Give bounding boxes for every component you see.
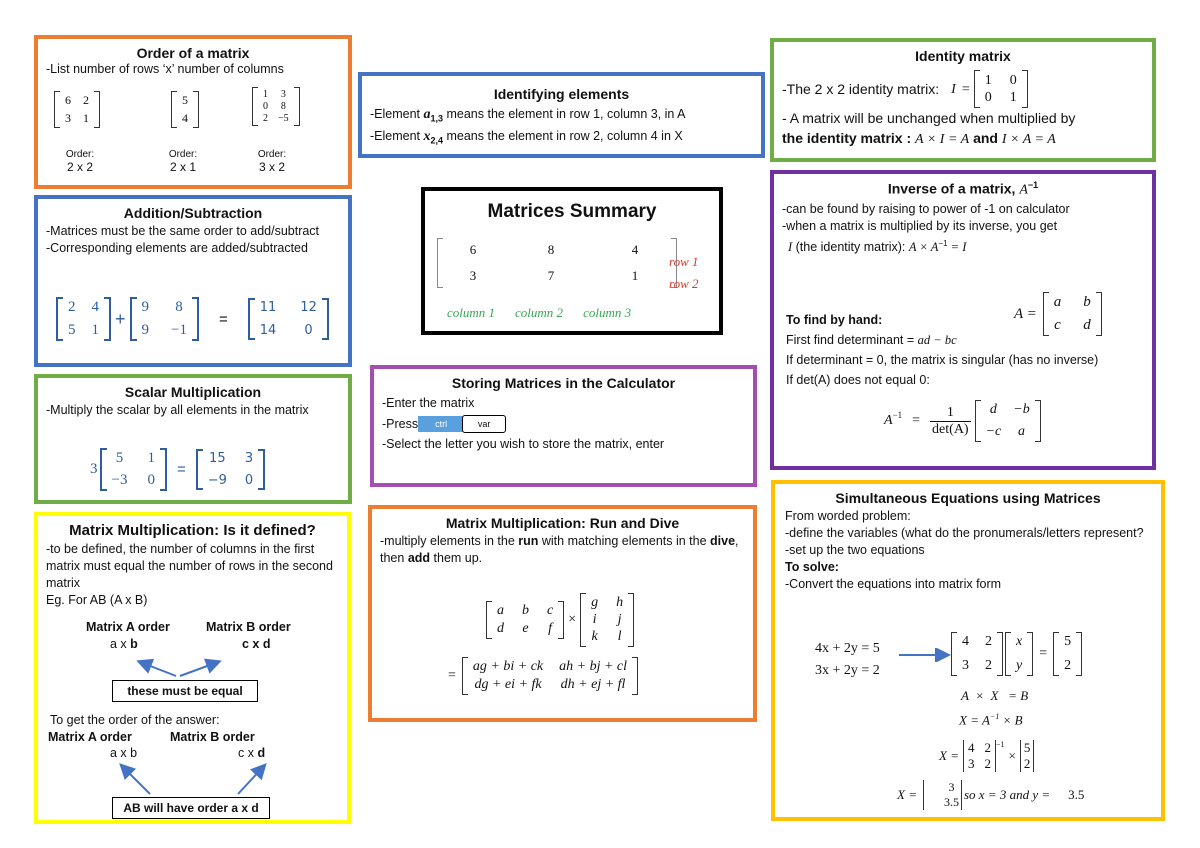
storing-line-1: -Enter the matrix xyxy=(382,396,475,410)
inverse-matrix-panel xyxy=(770,170,1156,470)
addition-line-2: -Corresponding elements are added/subtracted xyxy=(46,241,308,255)
panel-title: Identifying elements xyxy=(493,86,630,102)
arrow-left xyxy=(140,662,176,676)
matrix-cell: f xyxy=(548,621,553,636)
scalar-value: 3 xyxy=(90,461,98,477)
matrix-cell: dh + ej + fl xyxy=(560,677,626,692)
matrix-b-order-label: Matrix B order xyxy=(206,620,291,634)
matrix-cell: 2 xyxy=(83,93,89,107)
identifying-line-1: -Element $a_{1,3}$ means the element in row 1, column 3, in A xyxy=(370,107,686,124)
addition-subtraction-panel xyxy=(34,195,352,367)
matrix-cell: h xyxy=(616,595,624,610)
order-example-2 xyxy=(171,91,199,128)
determinant-line: First find determinant = ad − bc xyxy=(786,333,957,347)
matrix-a-definition: A = a b c d xyxy=(1014,292,1102,336)
matrix-cell: ag + bi + ck xyxy=(472,659,544,674)
matrix-cell: d xyxy=(989,402,997,417)
matrix-cell: 1 xyxy=(91,322,99,338)
matrix-cell: k xyxy=(591,629,598,644)
matrix-cell: a xyxy=(497,603,504,618)
scalar-line-1: -Multiply the scalar by all elements in the matrix xyxy=(46,403,309,417)
equation-2: 3x + 2y = 2 xyxy=(815,663,880,678)
by-hand-heading: To find by hand: xyxy=(786,313,883,327)
step-1: A × X = B xyxy=(961,688,1029,703)
matrix-cell: 9 xyxy=(141,299,150,315)
order-of-matrix-panel xyxy=(34,35,352,189)
matrix-cell: dg + ei + fk xyxy=(474,677,542,692)
order-example-1 xyxy=(54,91,100,128)
matrix-cell: i xyxy=(592,612,597,627)
matrix-a-order-2: a x b xyxy=(110,746,138,760)
matrix-cell: 5 xyxy=(115,450,124,466)
column-label: column 2 xyxy=(515,305,564,320)
summary-matrix xyxy=(437,238,677,288)
matrix-cell: 0 xyxy=(263,101,268,112)
step-4: X = 3 3.5 so x = 3 and y = 3.5 xyxy=(897,780,1085,809)
matrix-cell: a xyxy=(1053,294,1062,310)
equal-box: these must be equal xyxy=(112,680,258,702)
matrix-cell: b xyxy=(522,603,529,618)
matrix-a-order-label-2: Matrix A order xyxy=(48,730,132,744)
matrix-cell: 4 xyxy=(631,242,639,257)
matrix-cell: e xyxy=(522,621,529,636)
matrix-cell: 1 xyxy=(984,73,992,88)
identity-matrix-panel xyxy=(770,38,1156,162)
row-label: row 2 xyxy=(669,276,699,291)
matrix-b-order-2: c x d xyxy=(238,746,266,760)
matrix-b-order: c x d xyxy=(242,637,271,651)
arrow-right xyxy=(180,662,218,676)
step-3: X = 4 2 3 2 $^{-1}$ × 5 2 xyxy=(939,740,1034,772)
equation-1: 4x + 2y = 5 xyxy=(815,641,880,656)
var-key: var xyxy=(462,415,506,433)
arrow-left-2 xyxy=(122,766,150,794)
storing-line-2: -Press ctrl var xyxy=(374,415,753,433)
sim-line-1: From worded problem: xyxy=(785,509,911,523)
identity-line-2: - A matrix will be unchanged when multiplied by xyxy=(782,110,1076,126)
inverse-line-3: I (the identity matrix): $A \times A^{-1} = I$ xyxy=(788,238,967,254)
matrix-cell: 2 xyxy=(1023,756,1031,771)
matrix-cell: 8 xyxy=(280,101,286,112)
matrix-cell: 0 xyxy=(147,472,155,488)
sim-line-5: -Convert the equations into matrix form xyxy=(785,577,1002,591)
matrix-cell: 3 xyxy=(948,780,955,794)
matrix-cell: 3 xyxy=(469,268,477,283)
matrix-cell: a xyxy=(1017,424,1025,439)
defined-example: Eg. For AB (A x B) xyxy=(46,593,148,607)
row-labels xyxy=(669,251,699,295)
order-label-2: Order: 2 x 1 xyxy=(168,149,198,174)
matrix-cell: −b xyxy=(1013,402,1030,417)
panel-title: Identity matrix xyxy=(915,48,1011,64)
matrix-cell: −1 xyxy=(171,322,187,338)
identity-line-3: the identity matrix : A × I = A and I × A = A xyxy=(782,130,1056,147)
matrix-cell: 1 xyxy=(263,89,268,100)
matrix-cell: 8 xyxy=(175,299,183,315)
step-2: $X = A^{-1} \times B$ xyxy=(959,712,1023,728)
matrix-cell: y xyxy=(1016,658,1023,673)
matrix-cell: 0 xyxy=(984,90,992,105)
storing-line-3: -Select the letter you wish to store the matrix, enter xyxy=(382,437,665,451)
arrow-right-2 xyxy=(238,766,264,794)
matrix-cell: −c xyxy=(985,424,1002,439)
panel-text: -List number of rows ‘x’ number of columns xyxy=(46,62,284,76)
matrix-cell: 3.5 xyxy=(943,795,959,809)
panel-title: Addition/Subtraction xyxy=(123,205,263,221)
defined-line-1: -to be defined, the number of columns in the first matrix must equal the number of rows in the second matrix xyxy=(46,542,333,590)
ctrl-key: ctrl xyxy=(418,416,464,432)
column-label: column 3 xyxy=(583,305,632,320)
run-dive-result: = ag + bi + ck ah + bj + cl dg + ei + fk dh + ej + fl xyxy=(448,657,638,695)
matrix-cell: 3 xyxy=(967,756,975,771)
matrix-a-order: a x b xyxy=(110,637,138,651)
order-example-3 xyxy=(252,87,300,126)
matrix-cell: l xyxy=(617,629,622,644)
storing-matrices-panel xyxy=(370,365,757,487)
matrix-cell: 15 xyxy=(209,451,226,466)
matrix-cell: −9 xyxy=(207,473,227,488)
matrix-cell: 0 xyxy=(244,473,254,488)
singular-line: If determinant = 0, the matrix is singular (has no inverse) xyxy=(786,353,1099,367)
scalar-multiplication-panel xyxy=(34,374,352,504)
identifying-elements-panel xyxy=(358,72,765,158)
addition-line-1: -Matrices must be the same order to add/subtract xyxy=(46,224,320,238)
matrix-cell: 1 xyxy=(1009,90,1017,105)
summary-title: Matrices Summary xyxy=(487,201,657,222)
matrix-cell: 2 xyxy=(263,113,268,124)
matrix-cell: d xyxy=(1083,317,1091,333)
matrix-cell: 9 xyxy=(141,322,150,338)
column-label: column 1 xyxy=(447,305,496,320)
scalar-example xyxy=(90,448,265,491)
answer-line: To get the order of the answer: xyxy=(50,713,220,727)
matrix-cell: 2 xyxy=(985,658,992,673)
matrix-cell: x xyxy=(1016,634,1023,649)
matrix-cell: 3 xyxy=(280,89,286,100)
equations xyxy=(815,638,880,682)
matrix-b-order-label-2: Matrix B order xyxy=(170,730,255,744)
matrix-cell: 2 xyxy=(68,299,76,315)
matrix-cell: 1 xyxy=(147,450,155,466)
matrix-cell: ah + bj + cl xyxy=(559,659,628,674)
matrix-cell: 2 xyxy=(984,740,991,755)
matrix-equation: 4 2 3 2 x y = 5 2 xyxy=(951,632,1082,676)
matrix-cell: 1 xyxy=(83,111,89,125)
addition-example xyxy=(56,297,329,341)
arrow-right-icon xyxy=(895,648,955,662)
matrix-cell: 11 xyxy=(259,300,277,315)
plus-sign: + xyxy=(115,308,126,329)
matrix-cell: 2 xyxy=(1064,658,1072,673)
matrices-summary-panel xyxy=(421,187,723,335)
panel-title: Inverse of a matrix, $A^{-1}$ xyxy=(887,180,1039,198)
matrix-cell: 6 xyxy=(469,242,477,257)
inverse-line-2: -when a matrix is multiplied by its inverse, you get xyxy=(782,218,1058,233)
panel-title: Simultaneous Equations using Matrices xyxy=(835,490,1101,506)
matrix-cell: c xyxy=(547,603,554,618)
matrix-cell: b xyxy=(1083,294,1091,310)
inverse-formula: A $^{-1}$ = 1 det(A) d −b −c a xyxy=(884,400,1041,442)
matrix-cell: 2 xyxy=(985,634,992,649)
panel-title: Matrix Multiplication: Is it defined? xyxy=(69,522,316,539)
order-label-1: Order: 2 x 2 xyxy=(65,149,95,174)
matrix-cell: 2 xyxy=(984,756,991,771)
nonzero-line: If det(A) does not equal 0: xyxy=(786,373,930,387)
sim-line-4: To solve: xyxy=(785,560,839,574)
result-box: AB will have order a x d xyxy=(112,797,270,819)
panel-title: Scalar Multiplication xyxy=(124,384,262,400)
matrix-cell: −3 xyxy=(111,472,128,488)
arrows-diagram xyxy=(38,516,348,821)
panel-title: Storing Matrices in the Calculator xyxy=(451,375,676,391)
matrix-cell: 3 xyxy=(65,111,71,125)
matrix-cell: 5 xyxy=(68,322,76,338)
sim-line-2: -define the variables (what do the pronumerals/letters represent? xyxy=(785,526,1144,540)
matrix-cell: 5 xyxy=(1023,740,1031,755)
inverse-line-1: -can be found by raising to power of -1 on calculator xyxy=(782,201,1070,216)
matrix-cell: 14 xyxy=(259,323,277,338)
matrix-cell: 5 xyxy=(182,93,188,107)
matrix-cell: 4 xyxy=(182,111,188,125)
matrix-cell: 5 xyxy=(1064,634,1072,649)
matrix-cell: 0 xyxy=(1009,73,1017,88)
identifying-line-2: -Element $x_{2,4}$ means the element in row 2, column 4 in X xyxy=(370,128,683,145)
matrix-cell: 7 xyxy=(547,268,555,283)
matrix-cell: 3 xyxy=(962,658,969,673)
sim-line-3: -set up the two equations xyxy=(785,543,925,557)
matrix-cell: 4 xyxy=(962,634,969,649)
matrix-cell: 8 xyxy=(547,242,555,257)
run-and-dive-panel xyxy=(368,505,757,722)
matrix-cell: −5 xyxy=(278,113,289,124)
matrix-multiplication-defined-panel xyxy=(34,512,351,824)
matrix-cell: 4 xyxy=(91,299,99,315)
equals-sign: = xyxy=(218,310,228,328)
equals-sign: = xyxy=(176,461,186,478)
matrix-cell: 6 xyxy=(65,93,71,107)
simultaneous-equations-panel xyxy=(771,480,1165,821)
run-dive-description: -multiply elements in the run with matching elements in the dive, then add them up. xyxy=(380,534,739,565)
matrix-cell: 3 xyxy=(244,451,254,466)
matrix-cell: 4 xyxy=(967,740,975,755)
matrix-cell: j xyxy=(617,612,622,627)
matrix-cell: 12 xyxy=(300,300,317,315)
panel-title: Order of a matrix xyxy=(136,45,250,61)
row-label: row 1 xyxy=(669,254,699,269)
matrix-cell: g xyxy=(591,595,599,610)
matrix-cell: 1 xyxy=(631,268,639,283)
run-dive-product: a b c d e f × g h i j k l xyxy=(486,593,634,647)
matrix-a-order-label: Matrix A order xyxy=(86,620,170,634)
matrix-cell: c xyxy=(1054,317,1061,333)
matrix-cell: 0 xyxy=(304,323,313,338)
order-label-3: Order: 3 x 2 xyxy=(257,149,287,174)
matrix-cell: d xyxy=(497,621,504,636)
column-labels xyxy=(447,305,631,321)
panel-title: Matrix Multiplication: Run and Dive xyxy=(445,515,680,531)
identity-line-1: -The 2 x 2 identity matrix: I = 1 0 0 1 xyxy=(774,70,1152,108)
